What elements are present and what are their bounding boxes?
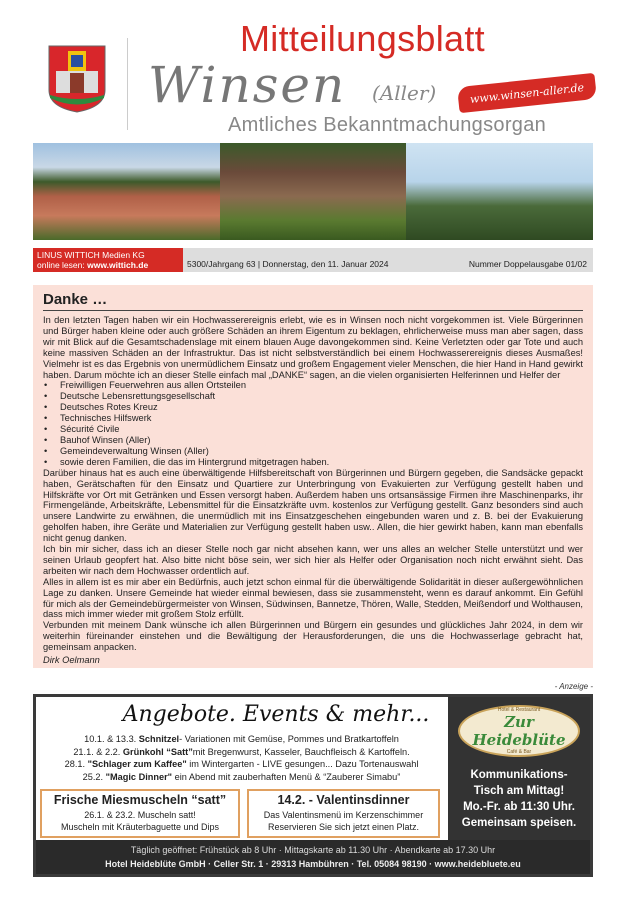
ad-headline: Angebote. Events & mehr... (122, 702, 430, 727)
masthead-title: Mitteilungsblatt (240, 18, 485, 59)
ad-box-valentinsdinner: 14.2. - Valentinsdinner Das Valentinsmenü im Kerzenschimmer Reservieren Sie sich jetzt einen Platz. (247, 789, 440, 838)
issue-date: 5300/Jahrgang 63 | Donnerstag, den 11. Januar 2024 (187, 259, 389, 269)
header-divider (127, 38, 128, 130)
ad-event-line: 25.2. "Magic Dinner" ein Abend mit zauberhaften Menü & “Zauberer Simabu” (82, 771, 401, 782)
photo-windmill (406, 143, 593, 240)
article-paragraph: Ich bin mir sicher, dass ich an dieser Stelle noch gar nicht absehen kann, wer uns alles an welcher Stelle unterstützt und wer seinen Urlaub geopfert hat. Also bitte nicht böse sein, wer sich hier als Helfer oder Organisation noch nicht erwähnt sieht. Das arbeiten wir nach dem Hochwasser ordentlich auf. (43, 544, 583, 576)
article-paragraph: Darüber hinaus hat es auch eine überwältigende Hilfsbereitschaft von Bürgerinnen und Bürgern gegeben, die Sandsäcke gepackt haben, Gerätschaften für den Einsatz und Quartiere zur Unterbringung von Evakuierten zur Verfügung gestellt haben und Hilfskräfte vor Ort mit Getränken und Essen versorgt haben. Außerdem haben uns ortsansässige Firmen ihre Maschinenparks, ihr Firmengelände, Arbeitskräfte, Lebensmittel für die Einsatzkräfte uvm. kostenlos zur Verfügung gestellt. Ganz besonders sind auch unsere Landwirte zu erwähnen, die unermüdlich mit ins Einsatzgeschehen eingebunden waren und z. B. bei der Evakuierung geholfen haben, ihre Geräte und Materialien zur Verfügung gestellt haben usw.. Allen, die hier gewirkt haben, kann man ebenfalls nicht genug danken. (43, 467, 583, 544)
list-item: • Deutsches Rotes Kreuz (43, 402, 583, 413)
issue-number: Nummer Doppelausgabe 01/02 (468, 259, 587, 269)
list-item: • Technisches Hilfswerk (43, 413, 583, 424)
opening-hours: Täglich geöffnet: Frühstück ab 8 Uhr · Mittagskarte ab 11.30 Uhr · Abendkarte ab 17.30 Uhr (130, 845, 496, 855)
photo-farmhouse (220, 143, 407, 240)
article-title: Danke … (43, 291, 583, 311)
article-paragraph: In den letzten Tagen haben wir ein Hochwasserereignis erlebt, wie es in Winsen noch nicht vorgekommen ist. Viele Bürgerinnen und Bürger haben kleine oder auch größere Schäden an ihrem Eigentum zu beklagen, ehrlicherweise muss man aber sagen, dass wir mit Blick auf die Gesamtschadenslage mit einem blauen Auge davongekommen sind. Keine Verletzten oder gar Tote und auch keine massiven Schäden an der Infrastruktur. Das ist nicht selbstverständlich bei einem Hochwasserereignis dieses Ausmaßes! Vielmehr ist es das Ergebnis von unermüdlichem Einsatz und großem Engagement vieler Menschen, die hier Hand in Hand gewirkt haben. Darum möchte ich an dieser Stelle einfach mal „DANKE“ sagen, an die vielen organisierten Helferinnen und Helfer der (43, 315, 583, 380)
publisher-link[interactable]: www.wittich.de (87, 260, 149, 270)
publisher-box (33, 248, 183, 272)
article-paragraph: Alles in allem ist es mir aber ein Bedürfnis, auch jetzt schon einmal für die überwältigende Solidarität in dieser außergewöhnlichen Lage zu danken. Unsere Gemeinde hat wieder einmal bewiesen, dass sie zusammensteht, wenn es darauf ankommt. Ein Gefühl für mich als der Gemeindebürgermeister von Winsen, Südwinsen, Bannetze, Thören, Walle, Stedden, Meißendorf und Wolthausen, dass mich immer wieder mit großem Stolz erfüllt. (43, 576, 583, 620)
ad-chalkboard (448, 697, 590, 840)
advertisement-heidebluete[interactable] (33, 694, 593, 877)
website-tag[interactable]: www.winsen-aller.de (457, 73, 597, 113)
ad-event-line: 10.1. & 13.3. Schnitzel- Variationen mit Gemüse, Pommes und Bratkartoffeln (84, 734, 399, 744)
ad-event-line: 28.1. "Schlager zum Kaffee" im Wintergarten - LIVE gesungen... Dazu Tortenauswahl (64, 759, 419, 769)
ad-footer (36, 840, 590, 874)
ad-event-list (39, 733, 444, 783)
ad-label: - Anzeige - (554, 682, 593, 691)
list-item: • Freiwilligen Feuerwehren aus allen Ortsteilen (43, 380, 583, 391)
list-item: • sowie deren Familien, die das im Hintergrund mitgetragen haben. (43, 457, 583, 468)
online-label: online lesen: (37, 260, 88, 270)
restaurant-logo: Hotel & Restaurant Zur Heideblüte Café & Bar (458, 705, 580, 757)
chalkboard-text: Kommunikations- Tisch am Mittag! Mo.-Fr. ab 11:30 Uhr. Gemeinsam speisen. (461, 769, 577, 829)
list-item: • Bauhof Winsen (Aller) (43, 435, 583, 446)
photo-manor-house (33, 143, 220, 240)
helper-list (43, 380, 583, 467)
article-signature: Dirk Oelmann (43, 655, 100, 666)
list-item: • Sécurité Civile (43, 424, 583, 435)
masthead-town: Winsen (148, 56, 347, 114)
masthead-town-suffix: (Aller) (372, 81, 437, 105)
masthead-subtitle: Amtliches Bekanntmachungsorgan (228, 114, 547, 136)
ad-event-line: 21.1. & 2.2. Grünkohl “Satt”mit Bregenwurst, Kasseler, Bauchfleisch & Kartoffeln. (73, 746, 410, 757)
issue-info-bar (33, 248, 593, 272)
article-danke (33, 285, 593, 668)
contact-info: Hotel Heideblüte GmbH · Celler Str. 1 · 29313 Hambühren · Tel. 05084 98190 · www.heidebluete.eu (105, 859, 521, 869)
publisher-name: LINUS WITTICH Medien KG (37, 250, 145, 260)
list-item: • Gemeindeverwaltung Winsen (Aller) (43, 446, 583, 457)
article-paragraph: Verbunden mit meinem Dank wünsche ich allen Bürgerinnen und Bürgern ein gesundes und glückliches Jahr 2024, in dem wir weiterhin füreinander einstehen und die Bewältigung der Herausforderungen, die uns die Hochwasserlage gebracht hat, gemeinsam anpacken. (43, 620, 583, 653)
list-item: • Deutsche Lebensrettungsgesellschaft (43, 391, 583, 402)
coat-of-arms-icon (48, 45, 106, 113)
header-photo-strip (33, 143, 593, 240)
ad-box-muscheln: Frische Miesmuscheln “satt” 26.1. & 23.2. Muscheln satt! Muscheln mit Kräuterbaguette und Dips (40, 789, 240, 838)
